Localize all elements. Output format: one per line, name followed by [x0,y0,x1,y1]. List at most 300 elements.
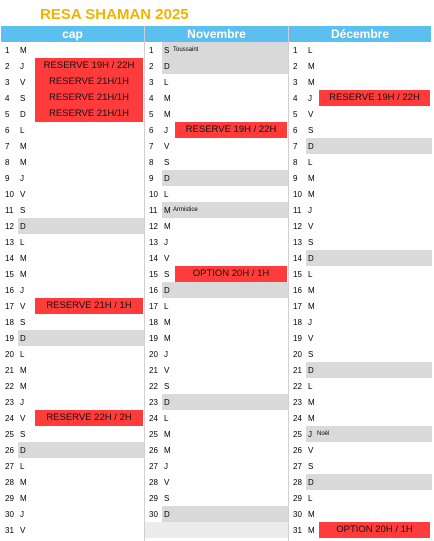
holiday-note: Armistice [173,207,198,213]
weekday-letter: J [308,206,312,215]
day-row [1,442,145,458]
weekday-letter: L [308,158,313,167]
weekday-letter: V [20,190,26,199]
booking-event[interactable]: RESERVE 19H / 22H [35,58,143,74]
day-row [145,186,289,202]
day-number: 8 [293,158,298,167]
weekday-letter: M [308,302,315,311]
day-cell-background [306,58,432,74]
day-number: 9 [149,174,154,183]
day-row [1,282,145,298]
day-row [289,506,432,522]
day-cell-background [18,170,145,186]
day-cell-background [306,506,432,522]
day-row [145,58,289,74]
day-cell-background [18,314,145,330]
day-number: 19 [5,334,14,343]
booking-event[interactable]: OPTION 20H / 1H [319,522,430,538]
day-row [145,138,289,154]
day-cell-background [162,234,289,250]
day-number: 12 [5,222,14,231]
weekday-letter: V [308,222,314,231]
day-row [145,202,289,218]
day-number: 11 [5,206,14,215]
weekday-letter: D [20,110,26,119]
booking-event[interactable]: RESERVE 19H / 22H [175,122,287,138]
day-row [1,106,145,122]
day-row [145,378,289,394]
weekday-letter: M [164,110,171,119]
empty-cell [145,522,289,538]
weekday-letter: J [20,286,24,295]
day-row [289,58,432,74]
day-row [1,490,145,506]
day-row [289,410,432,426]
day-row [289,138,432,154]
day-number: 23 [293,398,302,407]
weekday-letter: J [20,398,24,407]
weekday-letter: L [20,462,25,471]
day-row [1,74,145,90]
booking-event[interactable]: OPTION 20H / 1H [175,266,287,282]
booking-event[interactable]: RESERVE 21H/1H [35,106,143,122]
day-row [1,218,145,234]
day-row [289,346,432,362]
day-row [289,106,432,122]
day-row [145,314,289,330]
weekday-letter: M [20,254,27,263]
day-row [289,250,432,266]
weekday-letter: M [308,398,315,407]
weekday-letter: M [20,158,27,167]
day-row [1,378,145,394]
day-cell-background [162,250,289,266]
day-number: 16 [5,286,14,295]
day-row [289,458,432,474]
day-number: 18 [5,318,14,327]
day-cell-background [306,442,432,458]
day-number: 10 [5,190,14,199]
day-row [145,218,289,234]
day-cell-background [162,90,289,106]
day-row [289,90,432,106]
day-row [145,346,289,362]
weekday-letter: S [20,206,26,215]
weekday-letter: M [308,174,315,183]
day-row [289,426,432,442]
holiday-note: Toussaint [173,47,199,53]
month-column-3 [289,26,432,538]
day-row [289,154,432,170]
day-number: 2 [5,62,10,71]
day-number: 2 [293,62,298,71]
day-cell-background [162,330,289,346]
day-number: 4 [5,94,10,103]
day-row [289,442,432,458]
day-row [289,474,432,490]
day-cell-background [306,490,432,506]
day-row [289,394,432,410]
day-number: 20 [5,350,14,359]
day-row [145,234,289,250]
day-cell-background [18,186,145,202]
day-row [145,394,289,410]
day-row [289,330,432,346]
weekday-letter: M [308,62,315,71]
weekday-letter: D [308,142,314,151]
day-cell-background [162,410,289,426]
day-number: 23 [5,398,14,407]
day-number: 11 [293,206,302,215]
day-row [1,298,145,314]
weekday-letter: V [20,302,26,311]
booking-event[interactable]: RESERVE 19H / 22H [319,90,430,106]
day-cell-background [306,378,432,394]
day-row [145,42,289,58]
day-cell-background [162,282,289,298]
day-number: 30 [149,510,158,519]
weekday-letter: M [20,366,27,375]
weekday-letter: M [164,94,171,103]
weekday-letter: D [20,334,26,343]
day-row [1,474,145,490]
weekday-letter: J [20,510,24,519]
day-row [1,58,145,74]
day-number: 30 [293,510,302,519]
day-number: 3 [5,78,10,87]
day-cell-background [18,442,145,458]
day-cell-background [306,202,432,218]
day-cell-background [306,314,432,330]
day-row [1,42,145,58]
weekday-letter: J [308,318,312,327]
day-cell-background [162,170,289,186]
booking-event[interactable]: RESERVE 21H/1H [35,90,143,106]
day-number: 10 [293,190,302,199]
day-number: 27 [5,462,14,471]
day-row [289,266,432,282]
weekday-letter: M [308,510,315,519]
day-number: 24 [5,414,14,423]
weekday-letter: S [164,270,170,279]
day-number: 12 [149,222,158,231]
day-row [1,410,145,426]
weekday-letter: V [20,78,26,87]
day-row [1,522,145,538]
weekday-letter: D [20,446,26,455]
day-row [1,250,145,266]
weekday-letter: M [164,222,171,231]
weekday-letter: L [20,238,25,247]
day-number: 20 [149,350,158,359]
day-row [145,330,289,346]
weekday-letter: J [308,94,312,103]
day-number: 6 [5,126,10,135]
day-row [145,154,289,170]
day-row [145,90,289,106]
weekday-letter: M [308,286,315,295]
day-cell-background [306,330,432,346]
booking-event[interactable]: RESERVE 21H/1H [35,74,143,90]
day-row [1,154,145,170]
day-cell-background [306,298,432,314]
weekday-letter: L [164,78,169,87]
weekday-letter: M [164,206,171,215]
day-row [289,218,432,234]
weekday-letter: M [164,446,171,455]
day-number: 9 [293,174,298,183]
month-header: cap [1,26,145,42]
day-row [145,250,289,266]
day-cell-background [306,170,432,186]
day-row [145,282,289,298]
day-number: 16 [149,286,158,295]
day-number: 13 [149,238,158,247]
day-number: 27 [149,462,158,471]
weekday-letter: D [164,62,170,71]
day-number: 15 [149,270,158,279]
day-cell-background [306,362,432,378]
weekday-letter: M [20,478,27,487]
weekday-letter: S [20,430,26,439]
day-row [1,330,145,346]
day-row [1,170,145,186]
day-number: 9 [5,174,10,183]
weekday-letter: M [308,526,315,535]
day-row [145,442,289,458]
month-column-2 [145,26,289,538]
day-number: 14 [149,254,158,263]
day-cell-background [18,426,145,442]
day-number: 14 [5,254,14,263]
day-number: 19 [149,334,158,343]
weekday-letter: D [308,366,314,375]
day-cell-background [18,458,145,474]
day-number: 14 [293,254,302,263]
day-number: 8 [149,158,154,167]
day-number: 5 [5,110,10,119]
day-number: 17 [293,302,302,311]
day-number: 11 [149,206,158,215]
day-cell-background [18,42,145,58]
month-header: Novembre [145,26,289,42]
day-cell-background [162,58,289,74]
day-cell-background [18,266,145,282]
day-number: 31 [293,526,302,535]
day-number: 24 [293,414,302,423]
weekday-letter: D [164,174,170,183]
weekday-letter: L [164,302,169,311]
day-cell-background [306,42,432,58]
weekday-letter: S [20,318,26,327]
day-cell-background [18,362,145,378]
day-cell-background [18,234,145,250]
weekday-letter: V [308,446,314,455]
day-cell-background [18,522,145,538]
day-cell-background [162,138,289,154]
day-cell-background [162,106,289,122]
day-cell-background [18,490,145,506]
day-cell-background [306,474,432,490]
day-number: 1 [293,46,298,55]
day-number: 18 [149,318,158,327]
day-cell-background [18,250,145,266]
day-cell-background [162,442,289,458]
weekday-letter: J [164,462,168,471]
day-number: 29 [149,494,158,503]
day-number: 30 [5,510,14,519]
day-cell-background [306,122,432,138]
day-number: 27 [293,462,302,471]
day-row [289,298,432,314]
day-number: 1 [5,46,10,55]
weekday-letter: M [20,142,27,151]
day-row [145,362,289,378]
day-cell-background [306,154,432,170]
column-divider [144,26,145,541]
day-row [145,410,289,426]
weekday-letter: L [308,382,313,391]
weekday-letter: M [308,190,315,199]
day-row [145,474,289,490]
day-number: 24 [149,414,158,423]
day-cell-background [162,474,289,490]
day-cell-background [18,122,145,138]
day-number: 26 [149,446,158,455]
day-number: 13 [5,238,14,247]
day-row [1,506,145,522]
day-number: 18 [293,318,302,327]
day-number: 2 [149,62,154,71]
day-list [289,42,432,538]
day-number: 22 [293,382,302,391]
day-row [145,122,289,138]
day-number: 21 [293,366,302,375]
day-row [289,490,432,506]
day-number: 23 [149,398,158,407]
weekday-letter: V [164,142,170,151]
weekday-letter: S [308,462,314,471]
weekday-letter: D [308,254,314,263]
day-cell-background [162,74,289,90]
weekday-letter: J [20,174,24,183]
day-number: 29 [5,494,14,503]
day-cell-background [162,490,289,506]
day-number: 10 [149,190,158,199]
day-number: 28 [149,478,158,487]
day-row [145,266,289,282]
weekday-letter: S [164,382,170,391]
day-cell-background [162,154,289,170]
weekday-letter: J [164,238,168,247]
day-list [145,42,289,538]
day-number: 13 [293,238,302,247]
weekday-letter: V [164,254,170,263]
day-row [289,362,432,378]
day-row [145,74,289,90]
day-number: 8 [5,158,10,167]
weekday-letter: L [308,494,313,503]
day-row [289,314,432,330]
day-cell-background [18,202,145,218]
weekday-letter: M [164,318,171,327]
day-row [289,202,432,218]
day-row [1,202,145,218]
weekday-letter: V [164,366,170,375]
day-row [289,74,432,90]
weekday-letter: J [20,62,24,71]
day-list [1,42,145,538]
day-number: 6 [149,126,154,135]
day-number: 7 [5,142,10,151]
day-row [145,506,289,522]
day-cell-background [18,506,145,522]
calendar-title-bar [0,0,434,26]
day-cell-background [18,394,145,410]
day-row [1,138,145,154]
month-header: Décembre [289,26,432,42]
weekday-letter: J [308,430,312,439]
day-row [289,122,432,138]
weekday-letter: S [164,158,170,167]
weekday-letter: S [308,238,314,247]
day-number: 7 [293,142,298,151]
day-number: 25 [293,430,302,439]
day-number: 31 [5,526,14,535]
day-number: 29 [293,494,302,503]
day-number: 1 [149,46,154,55]
day-number: 25 [5,430,14,439]
weekday-letter: S [164,46,170,55]
weekday-letter: M [308,414,315,423]
day-cell-background [18,138,145,154]
day-number: 15 [293,270,302,279]
day-number: 26 [293,446,302,455]
day-cell-background [306,234,432,250]
weekday-letter: J [164,350,168,359]
day-cell-background [306,250,432,266]
weekday-letter: L [164,414,169,423]
booking-event[interactable]: RESERVE 21H / 1H [35,298,143,314]
weekday-letter: D [308,478,314,487]
day-cell-background [162,458,289,474]
day-cell-background [306,346,432,362]
day-number: 17 [5,302,14,311]
day-cell-background [306,394,432,410]
day-cell-background [18,218,145,234]
booking-event[interactable]: RESERVE 22H / 2H [35,410,143,426]
day-row [1,458,145,474]
column-divider [288,26,289,541]
weekday-letter: D [164,398,170,407]
day-number: 7 [149,142,154,151]
day-cell-background [18,282,145,298]
day-cell-background [306,282,432,298]
day-row [289,170,432,186]
weekday-letter: S [164,494,170,503]
day-row [1,266,145,282]
day-cell-background [18,330,145,346]
day-row [145,426,289,442]
day-cell-background [18,346,145,362]
day-number: 5 [293,110,298,119]
day-row [145,298,289,314]
weekday-letter: M [20,46,27,55]
weekday-letter: V [308,110,314,119]
weekday-letter: V [164,478,170,487]
day-number: 22 [5,382,14,391]
day-cell-background [162,426,289,442]
